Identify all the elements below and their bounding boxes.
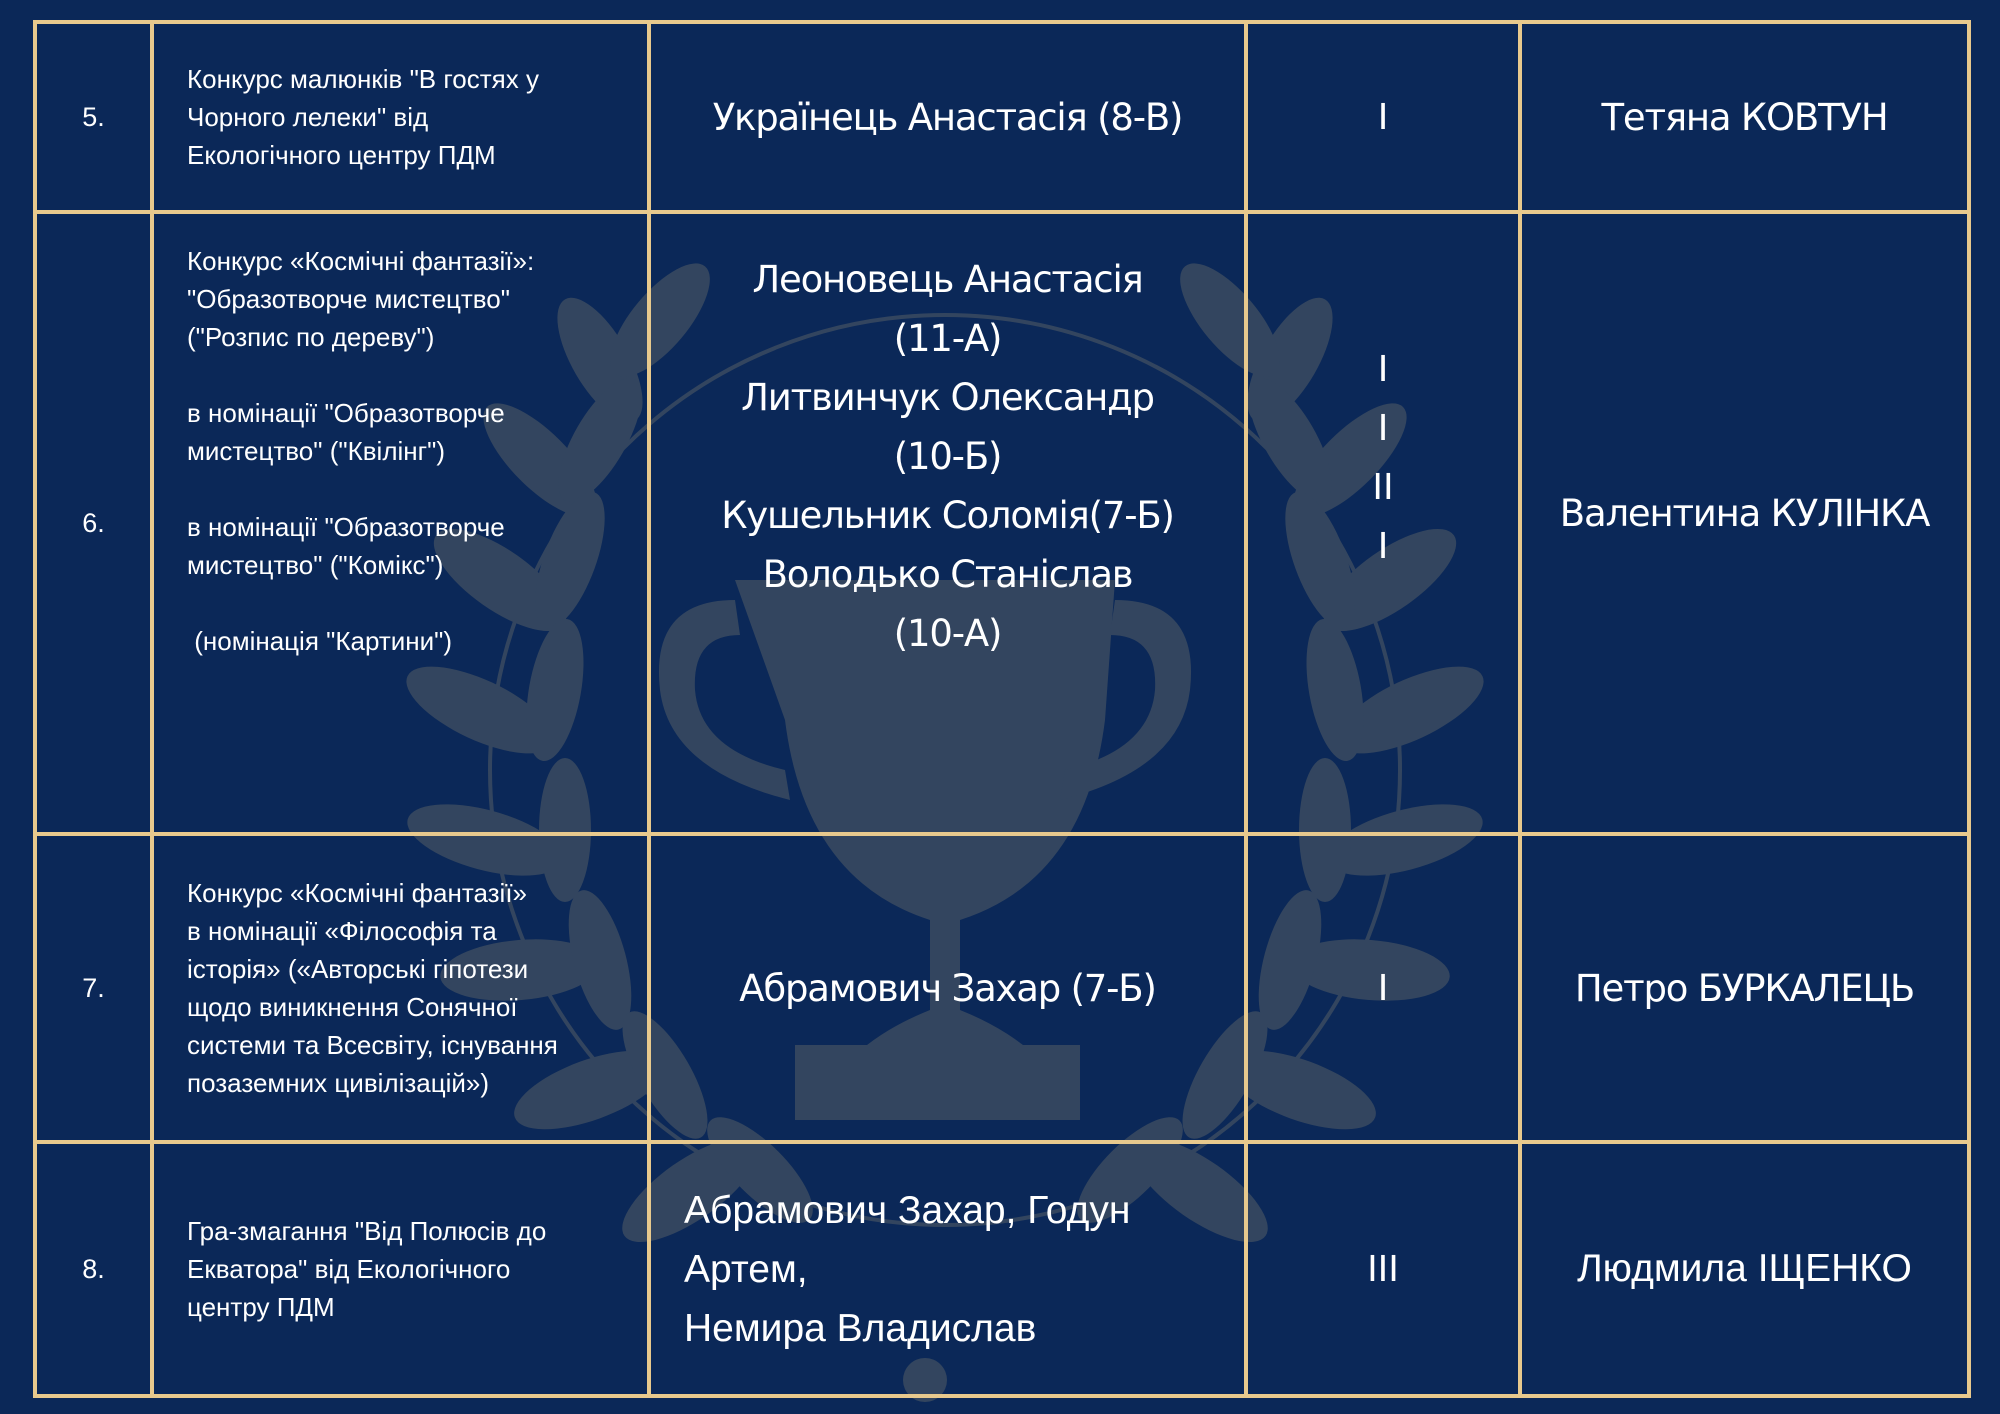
competition-line: Гра-змагання "Від Полюсів до bbox=[187, 1216, 547, 1246]
row-number: 8. bbox=[35, 1142, 152, 1396]
competition-line: історія» («Авторські гіпотези bbox=[187, 954, 529, 984]
teacher-cell: Валентина КУЛІНКА bbox=[1520, 212, 1969, 834]
winner-name: Кушельник Соломія(7-Б) bbox=[721, 494, 1174, 537]
competition-line: Екватора" від Екологічного bbox=[187, 1254, 511, 1284]
row-number: 5. bbox=[35, 22, 152, 212]
winner-name: Артем, bbox=[684, 1247, 808, 1291]
teacher-cell: Петро БУРКАЛЕЦЬ bbox=[1520, 834, 1969, 1142]
place-value: II bbox=[1372, 467, 1394, 508]
competition-line: Конкурс «Космічні фантазії»: bbox=[187, 246, 535, 276]
table-row bbox=[35, 22, 1969, 212]
place-cell bbox=[1246, 212, 1520, 834]
competition-line: в номінації "Образотворче bbox=[187, 512, 505, 542]
competition-line: "Образотворче мистецтво" bbox=[187, 284, 510, 314]
competition-line: Конкурс малюнків "В гостях у bbox=[187, 64, 539, 94]
winner-name: Леоновець Анастасія bbox=[752, 258, 1143, 301]
table-row bbox=[35, 834, 1969, 1142]
competition-line: Конкурс «Космічні фантазії» bbox=[187, 878, 528, 908]
winner-name: Немира Владислав bbox=[684, 1306, 1037, 1350]
winner-class: (11-А) bbox=[893, 317, 1002, 360]
row-number: 6. bbox=[35, 212, 152, 834]
place-cell bbox=[1246, 1142, 1520, 1396]
place-value: I bbox=[1377, 408, 1389, 449]
winner-name: Володько Станіслав bbox=[762, 553, 1133, 596]
place-value: III bbox=[1367, 1248, 1399, 1290]
teacher-cell: Тетяна КОВТУН bbox=[1520, 22, 1969, 212]
competition-line: в номінації "Образотворче bbox=[187, 398, 505, 428]
competition-line: ("Розпис по дереву") bbox=[187, 322, 435, 352]
competition-line: щодо виникнення Сонячної bbox=[187, 992, 518, 1022]
competition-cell bbox=[152, 22, 649, 212]
place-cell bbox=[1246, 834, 1520, 1142]
awards-table bbox=[33, 20, 1971, 1398]
competition-line: в номінації «Філософія та bbox=[187, 916, 497, 946]
table-row bbox=[35, 1142, 1969, 1396]
winners-cell bbox=[649, 212, 1246, 834]
winner-name: Українець Анастасія (8-В) bbox=[712, 95, 1183, 139]
competition-line: (номінація "Картини") bbox=[187, 626, 453, 656]
teacher-cell: Людмила ІЩЕНКО bbox=[1520, 1142, 1969, 1396]
place-value: I bbox=[1377, 967, 1389, 1009]
competition-line: Екологічного центру ПДМ bbox=[187, 140, 496, 170]
row-number: 7. bbox=[35, 834, 152, 1142]
competition-line: мистецтво" ("Комікс") bbox=[187, 550, 444, 580]
winner-class: (10-Б) bbox=[893, 435, 1002, 478]
winners-cell bbox=[649, 1142, 1246, 1396]
place-value: I bbox=[1377, 526, 1389, 567]
winners-cell bbox=[649, 834, 1246, 1142]
competition-line: мистецтво" ("Квілінг") bbox=[187, 436, 446, 466]
competition-line: системи та Всесвіту, існування bbox=[187, 1030, 558, 1060]
competition-cell bbox=[152, 212, 649, 834]
winner-name: Абрамович Захар, Годун bbox=[684, 1188, 1131, 1232]
competition-line: центру ПДМ bbox=[187, 1292, 335, 1322]
competition-spacer bbox=[187, 470, 627, 508]
place-value: I bbox=[1377, 349, 1389, 390]
competition-line: Чорного лелеки" від bbox=[187, 102, 429, 132]
winners-cell bbox=[649, 22, 1246, 212]
place-value: I bbox=[1377, 96, 1389, 138]
table-row bbox=[35, 212, 1969, 834]
competition-cell bbox=[152, 834, 649, 1142]
winner-class: (10-А) bbox=[893, 612, 1002, 655]
winner-name: Литвинчук Олександр bbox=[741, 376, 1154, 419]
place-cell bbox=[1246, 22, 1520, 212]
competition-cell bbox=[152, 1142, 649, 1396]
competition-spacer bbox=[187, 584, 627, 622]
competition-spacer bbox=[187, 356, 627, 394]
winner-name: Абрамович Захар (7-Б) bbox=[739, 966, 1156, 1010]
competition-line: позаземних цивілізацій») bbox=[187, 1068, 490, 1098]
